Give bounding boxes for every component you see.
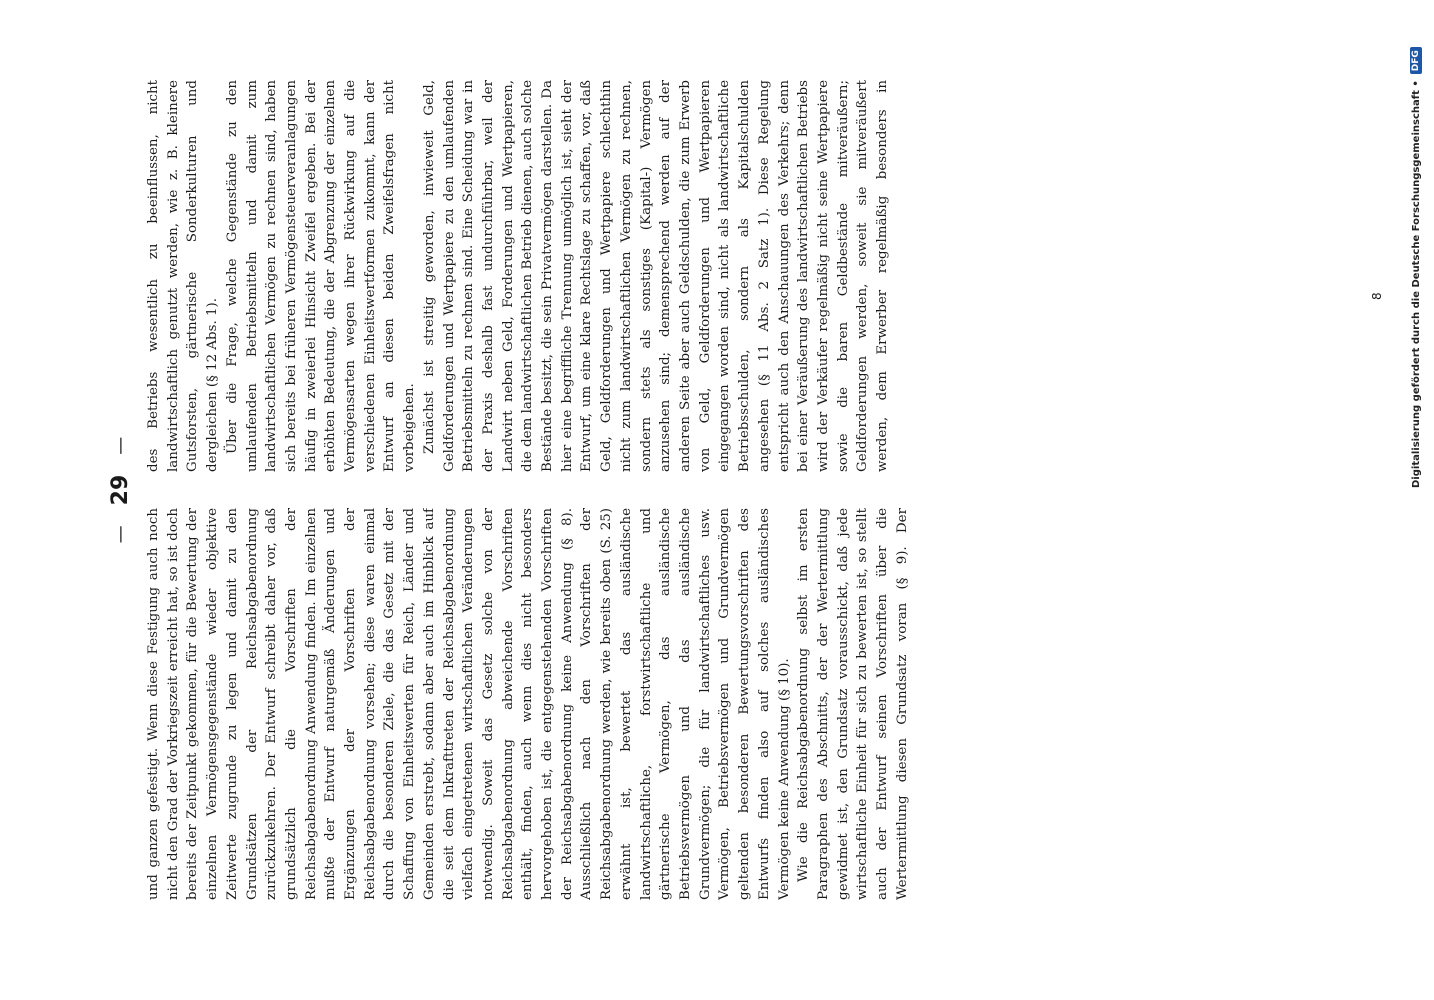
header-dash-left: —: [109, 525, 131, 544]
header-dash-right: —: [109, 436, 131, 455]
page-header: [100, 80, 140, 900]
left-paragraph-1: und ganzen gefestigt. Wenn diese Festigung auch noch nicht den Grad der Vorkriegszeit erreicht hat, so ist doch bereits der Zeitpunkt gekommen, für die Bewertung der einzelnen Vermögensgegenstände wieder objektive Zeitwerte zugrunde zu legen und damit zu den Grundsätzen der Reichsabgabenordnung zurückzukehren. Der Entwurf schreibt daher vor, daß grundsätzlich die Vorschriften der Reichsabgabenordnung Anwendung finden. Im einzelnen mußte der Entwurf naturgemäß Änderungen und Ergänzungen der Vorschriften der Reichsabgabenordnung vorsehen; diese waren einmal durch die besonderen Ziele, die das Gesetz mit der Schaffung von Einheitswerten für Reich, Länder und Gemeinden erstrebt, sodann aber auch im Hinblick auf die seit dem Inkrafttreten der Reichsabgabenordnung vielfach eingetretenen wirtschaftlichen Veränderungen notwendig. Soweit das Gesetz solche von der Reichsabgabenordnung abweichende Vorschriften enthält, finden, auch wenn dies nicht besonders hervorgehoben ist, die entgegenstehenden Vorschriften der Reichsabgabenordnung keine Anwendung (§ 8). Ausschließlich nach den Vorschriften der Reichsabgabenordnung werden, wie bereits oben (S. 25) erwähnt ist, bewertet das ausländische landwirtschaftliche, forstwirtschaftliche und gärtnerische Vermögen, das ausländische Betriebsvermögen und das ausländische Grundvermögen; die für landwirtschaftliches usw. Vermögen, Betriebsvermögen und Grundvermögen geltenden besonderen Bewertungsvorschriften des Entwurfs finden also auf solches ausländisches Vermögen keine Anwendung (§ 10).: [146, 508, 792, 900]
dfg-credit-strip: [1404, 8, 1428, 988]
rotated-page-content: [100, 80, 1390, 900]
left-paragraph-2: Wie die Reichsabgabenordnung selbst im ersten Paragraphen des Abschnitts, der der Wertermittlung gewidmet ist, den Grundsatz vorausschickt, daß jede wirtschaftliche Einheit für sich zu bewerten ist, so stellt auch der Entwurf seinen Vorschriften über die Wertermittlung diesen Grundsatz voran (§ 9). Der: [796, 508, 910, 900]
right-paragraph-2: Über die Frage, welche Gegenstände zu den umlaufenden Betriebsmitteln und damit zum landwirtschaftlichen Vermögen zu rechnen sind, haben sich bereits bei früheren Vermögensteuerveranlagungen häufig in zweierlei Hinsicht Zweifel ergeben. Bei der erhöhten Bedeutung, die der Abgrenzung der einzelnen Vermögensarten wegen ihrer Rückwirkung auf die verschiedenen Einheitswertformen zukommt, kann der Entwurf an diesen beiden Zweifelsfragen nicht vorbeigehen.: [224, 80, 418, 472]
right-paragraph-1: des Betriebs wesentlich zu beeinflussen, nicht landwirtschaftlich genutzt werden, wie z. B. kleinere Gutsforsten, gärtnerische Sonderkulturen und dergleichen (§ 12 Abs. 1).: [146, 80, 221, 472]
page-number: 29: [107, 474, 133, 506]
scanned-page: [100, 80, 1390, 900]
dfg-credit-text: Digitalisierung gefördert durch die Deutsche Forschungsgemeinschaft •: [1410, 80, 1422, 488]
right-column: [144, 80, 894, 472]
right-paragraph-3: Zunächst ist streitig geworden, inwieweit Geld, Geldforderungen und Wertpapiere zu den umlaufenden Betriebsmitteln zu rechnen sind. Eine Scheidung war in der Praxis deshalb fast undurchführbar, weil der Landwirt neben Geld, Forderungen und Wertpapieren, die dem landwirtschaftlichen Betrieb dienen, auch solche Bestände besitzt, die sein Privatvermögen darstellen. Da hier eine begriffliche Trennung unmöglich ist, sieht der Entwurf, um eine klare Rechtslage zu schaffen, vor, daß Geld, Geldforderungen und Wertpapiere schlechthin nicht zum landwirtschaftlichen Vermögen zu rechnen, sondern stets als sonstiges (Kapital-) Vermögen anzusehen sind; demensprechend werden auf der anderen Seite aber auch Geldschulden, die zum Erwerb von Geld, Geldforderungen und Wertpapieren eingegangen worden sind, nicht als landwirtschaftliche Betriebsschulden, sondern als Kapitalschulden angesehen (§ 11 Abs. 2 Satz 1). Diese Regelung entspricht auch den Anschauungen des Verkehrs; denn bei einer Veräußerung des landwirtschaftlichen Betriebs wird der Verkäufer regelmäßig nicht seine Wertpapiere sowie die baren Geldbestände mitveräußern; Geldforderungen werden, soweit sie mitveräußert werden, dem Erwerber regelmäßig besonders in: [421, 80, 891, 472]
left-column: [144, 508, 914, 900]
signature-mark: 8: [1370, 292, 1384, 300]
dfg-logo-icon: DFG: [1410, 47, 1422, 74]
